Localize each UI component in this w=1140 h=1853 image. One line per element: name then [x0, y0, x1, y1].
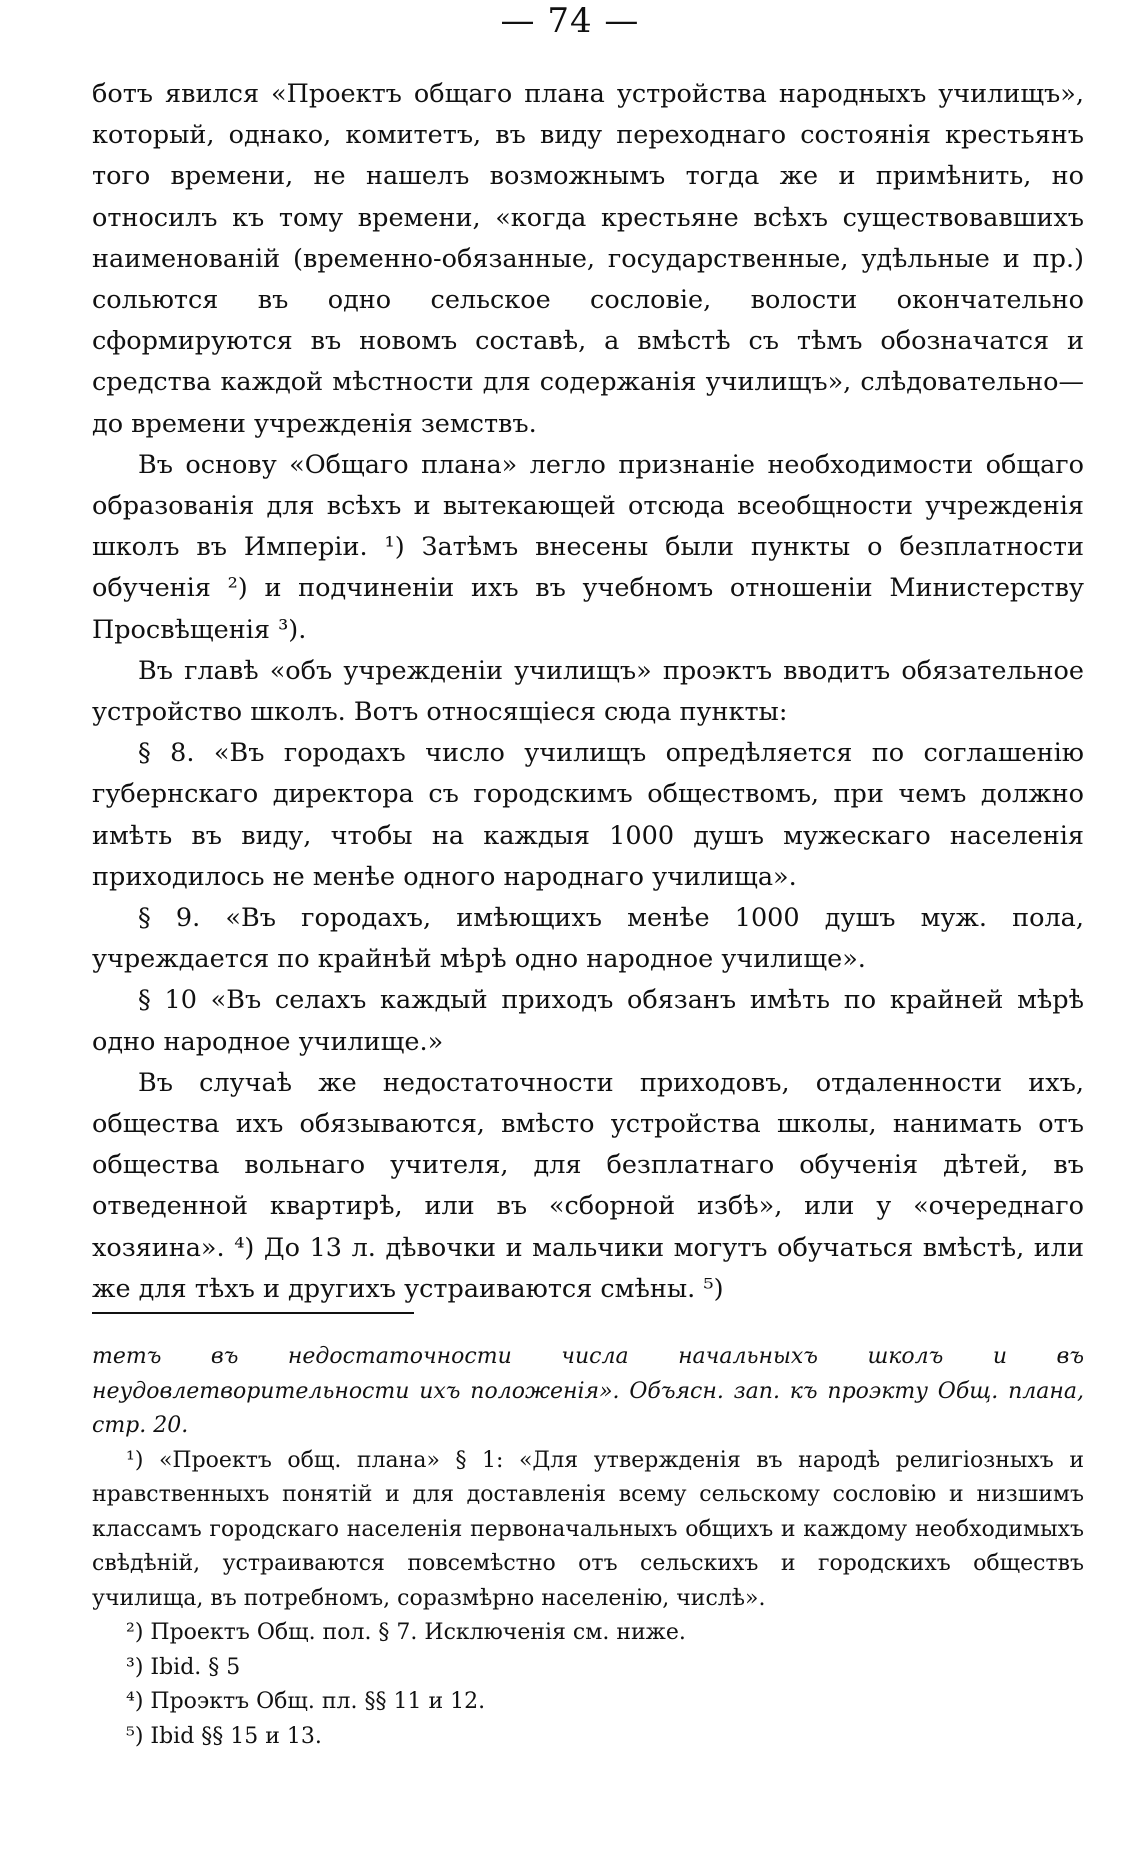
footnote-1: ¹) «Проектъ общ. плана» § 1: «Для утвержденія въ народѣ религіозныхъ и нравственныхъ понятій и для доставленія всему сельскому сословію и низшимъ классамъ городскаго населенія первоначальныхъ общихъ и каждому необходимыхъ свѣдѣній, устраиваются повсемѣстно отъ сельскихъ и городскихъ обществъ училища, въ потребномъ, соразмѣрно населенію, числѣ».	[92, 1447, 1084, 1611]
paragraph-7: Въ случаѣ же недостаточности приходовъ, отдаленности ихъ, общества ихъ обязываются, вмѣсто устройства школы, нанимать отъ общества вольнаго учителя, для безплатнаго обученія дѣтей, въ отведенной квартирѣ, или въ «сборной избѣ», или у «очереднаго хозяина». ⁴) До 13 л. дѣвочки и мальчики могутъ обучаться вмѣстѣ, или же для тѣхъ и другихъ устраиваются смѣны. ⁵)	[92, 1067, 1084, 1304]
section-8: § 8. «Въ городахъ число училищъ опредѣляется по соглашенію губернскаго директора съ городскимъ обществомъ, при чемъ должно имѣть въ виду, чтобы на каждыя 1000 душъ мужескаго населенія приходилось не менѣе одного народнаго училища».	[92, 738, 1084, 892]
footnotes	[92, 1340, 1084, 1754]
footnote-5: ⁵) Ibid §§ 15 и 13.	[126, 1723, 322, 1749]
page-number: — 74 —	[500, 1, 640, 41]
main-text	[92, 74, 1084, 1310]
footnote-2: ²) Проектъ Общ. пол. § 7. Исключенія см. ниже.	[126, 1620, 686, 1645]
footnote-4: ⁴) Проэктъ Общ. пл. §§ 11 и 12.	[126, 1689, 486, 1714]
section-10: § 10 «Въ селахъ каждый приходъ обязанъ имѣть по крайней мѣрѣ одно народное училище.»	[92, 985, 1084, 1057]
footnote-divider	[92, 1312, 414, 1314]
footnote-continuation: тетъ въ недостаточности числа начальныхъ школъ и въ неудовлетворительности ихъ положенія». Объясн. зап. къ проэкту Общ. плана, стр. 20.	[92, 1344, 1084, 1438]
footnote-3: ³) Ibid. § 5	[126, 1654, 241, 1680]
paragraph-2: Въ основу «Общаго плана» легло признаніе необходимости общаго образованія для всѣхъ и вытекающей отсюда всеобщности учрежденія школъ въ Имперіи. ¹) Затѣмъ внесены были пункты о безплатности обученія ²) и подчиненіи ихъ въ учебномъ отношеніи Министерству Просвѣщенія ³).	[92, 449, 1084, 645]
paragraph-1: ботъ явился «Проектъ общаго плана устройства народныхъ училищъ», который, однако, комитетъ, въ виду переходнаго состоянія крестьянъ того времени, не нашелъ возможнымъ тогда же и примѣнить, но относилъ къ тому времени, «когда крестьяне всѣхъ существовавшихъ наименованій (временно-обязанные, государственные, удѣльные и пр.) сольются въ одно сельское сословіе, волости окончательно сформируются въ новомъ составѣ, а вмѣстѣ съ тѣмъ обозначатся и средства каждой мѣстности для содержанія училищъ», слѣдовательно—до времени учрежденія земствъ.	[92, 79, 1084, 439]
paragraph-3: Въ главѣ «объ учрежденіи училищъ» проэктъ вводитъ обязательное устройство школъ. Вотъ относящіеся сюда пункты:	[92, 655, 1084, 728]
section-9: § 9. «Въ городахъ, имѣющихъ менѣе 1000 душъ муж. пола, учреждается по крайнѣй мѣрѣ одно народное училище».	[92, 903, 1084, 975]
